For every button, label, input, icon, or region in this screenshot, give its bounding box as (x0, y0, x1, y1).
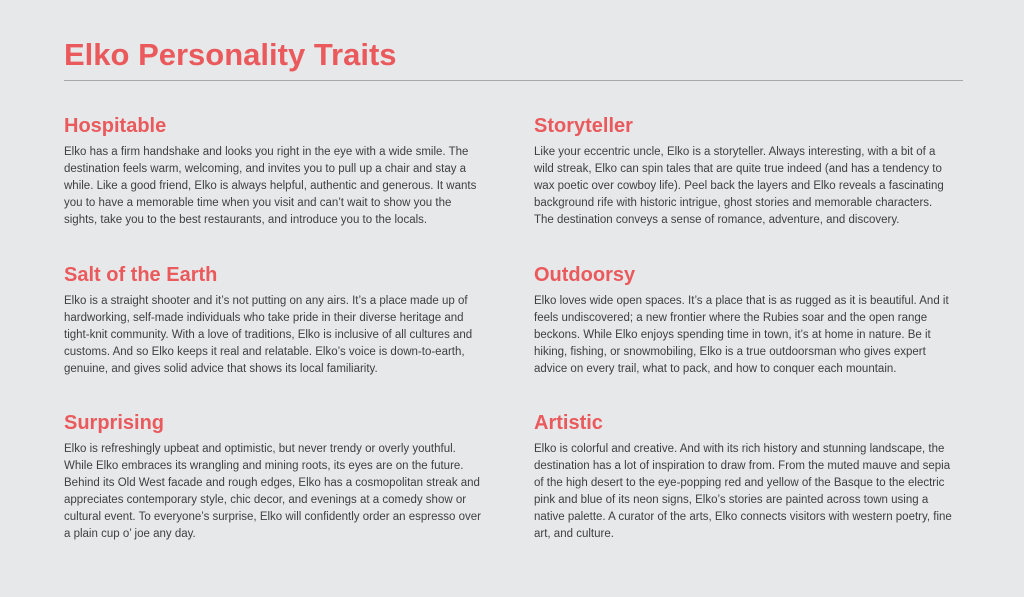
trait-heading: Salt of the Earth (64, 264, 218, 286)
trait-heading: Hospitable (64, 115, 167, 137)
trait-description: Elko is a straight shooter and it’s not putting on any airs. It’s a place made up of hardworking, self-made individuals who take pride in their diverse heritage and tight-knit community. With a love of traditions, Elko is inclusive of all cultures and customs. And so Elko keeps it real and relatable. Elko’s voice is down-to-earth, genuine, and gives solid advice that shows its local familiarity. (64, 295, 473, 375)
trait-description: Elko is refreshingly upbeat and optimistic, but never trendy or overly youthful. While Elko embraces its wrangling and mining roots, its eyes are on the future. Behind its Old West facade and rough edges, Elko has a cosmopolitan streak and appreciates contemporary style, chic decor, and evenings at a comedy show or cultural event. To everyone’s surprise, Elko will confidently order an espresso over a plain cup o’ joe any day. (64, 443, 481, 540)
trait-storyteller (534, 114, 954, 229)
trait-heading: Outdoorsy (534, 264, 636, 286)
trait-heading: Storyteller (534, 115, 633, 137)
trait-outdoorsy (534, 263, 954, 378)
trait-description: Elko loves wide open spaces. It’s a place that is as rugged as it is beautiful. And it feels undiscovered; a new frontier where the Rubies soar and the open range beckons. While Elko enjoys spending time in town, it’s at home in nature. Be it hiking, fishing, or snowmobiling, Elko is a true outdoorsman who gives expert advice on every trail, what to pack, and how to conquer each mountain. (534, 295, 949, 375)
trait-artistic (534, 411, 954, 543)
trait-description: Elko has a firm handshake and looks you right in the eye with a wide smile. The destination feels warm, welcoming, and invites you to pull up a chair and stay a while. Like a good friend, Elko is always helpful, authentic and generous. It wants you to have a memorable time when you visit and can’t wait to show you the sights, take you to the best restaurants, and introduce you to the locals. (64, 146, 477, 226)
trait-heading: Artistic (534, 412, 603, 434)
trait-salt-of-the-earth (64, 263, 484, 378)
title-divider (64, 80, 963, 81)
trait-description: Elko is colorful and creative. And with its rich history and stunning landscape, the destination has a lot of inspiration to draw from. From the muted mauve and sepia of the high desert to the eye-popping red and yellow of the Basque to the electric pink and blue of its neon signs, Elko’s stories are painted across town using a native palette. A curator of the arts, Elko connects visitors with western poetry, fine art, and culture. (534, 443, 952, 540)
trait-heading: Surprising (64, 412, 165, 434)
trait-surprising (64, 411, 484, 543)
trait-hospitable (64, 114, 484, 229)
trait-description: Like your eccentric uncle, Elko is a storyteller. Always interesting, with a bit of a wild streak, Elko can spin tales that are quite true indeed (and has a tendency to wax poetic over cowboy life). Peel back the layers and Elko reveals a fascinating background rife with historic intrigue, ghost stories and memorable characters. The destination conveys a sense of romance, adventure, and discovery. (534, 146, 944, 226)
page-title: Elko Personality Traits (64, 37, 397, 72)
